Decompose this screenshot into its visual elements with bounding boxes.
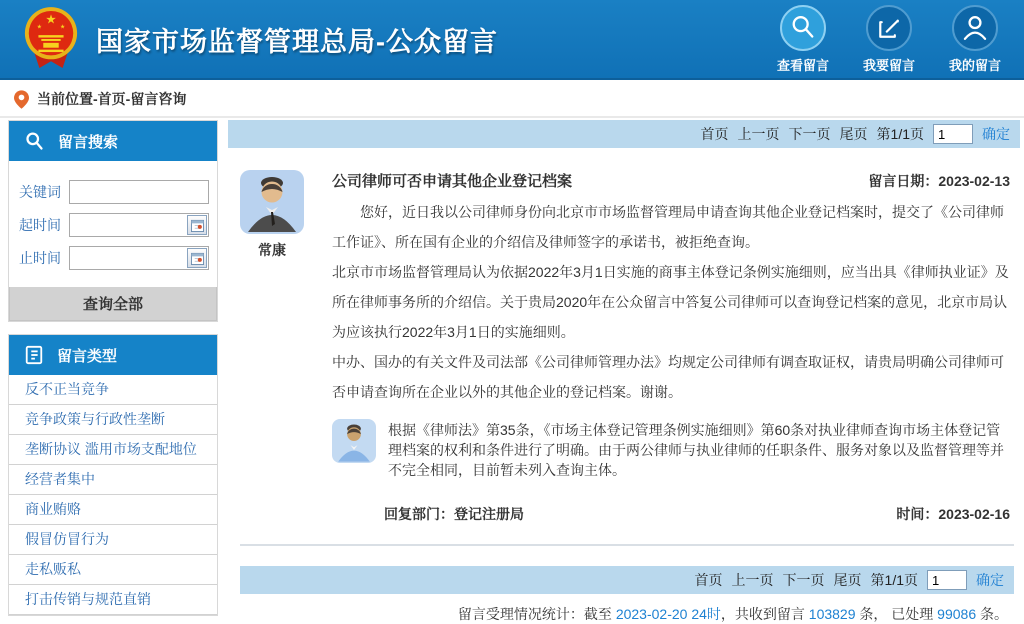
message-paragraph: 北京市市场监督管理局认为依据2022年3月1日实施的商事主体登记条例实施细则，应当出具《律师执业证》及所在律师事务所的介绍信。关于贵局2020年在公众留言中答复公司律师可以查询登记档案的意见，北京市局认为应该执行2022年3月1日的实施细则。 <box>332 264 1009 340</box>
message-detail <box>228 148 1020 624</box>
page-number-input[interactable] <box>933 124 973 144</box>
nav-write-message[interactable]: 我要留言 <box>854 5 924 74</box>
pagination-bottom <box>240 566 1014 594</box>
start-time-label: 起时间 <box>19 217 61 233</box>
app-header <box>0 0 1024 80</box>
list-icon <box>24 345 44 365</box>
nav-my-messages[interactable]: 我的留言 <box>940 5 1010 74</box>
message-paragraph: 中办、国办的有关文件及司法部《公司律师管理办法》均规定公司律师有调查取证权，请贵局明确公司律师可否申请查询所在企业以外的其他企业的登记档案。谢谢。 <box>332 354 1004 400</box>
search-panel-title: 留言搜索 <box>58 133 119 151</box>
svg-text:★: ★ <box>59 24 66 31</box>
message-types-panel <box>8 334 218 616</box>
reply-avatar <box>332 419 376 463</box>
start-time-calendar-button[interactable] <box>187 215 207 235</box>
reply-time: 时间：2023-02-16 <box>896 506 1010 522</box>
page-info: 第1/1页 <box>870 572 918 588</box>
author-column <box>240 170 332 524</box>
section-divider <box>240 544 1014 546</box>
confirm-page-button[interactable]: 确定 <box>982 126 1010 142</box>
message-stats: 留言受理情况统计：截至 2023-02-20 24时，共收到留言 103829 条， 已处理 99086 条。 <box>457 606 1008 622</box>
stats-deadline: 2023-02-20 24时 <box>615 606 721 622</box>
last-page-link[interactable]: 尾页 <box>839 126 868 142</box>
sidebar-item-pyramid-schemes[interactable]: 打击传销与规范直销 <box>9 585 217 615</box>
query-all-button[interactable]: 查询全部 <box>9 287 217 321</box>
message-title: 公司律师可否申请其他企业登记档案 <box>332 173 573 190</box>
sidebar-item-counterfeiting[interactable]: 假冒仿冒行为 <box>9 525 217 555</box>
location-pin-icon <box>14 90 29 109</box>
edit-icon <box>866 5 912 51</box>
page-number-input[interactable] <box>927 570 967 590</box>
reply-text: 根据《律师法》第35条，《市场主体登记管理条例实施细则》第60条对执业律师查询市场主体登记管理档案的权利和条件进行了明确。由于两公律师与执业律师的任职条件、服务对象以及监督管理等并不完全相同，目前暂未列入查询主体。 <box>388 422 1004 478</box>
sidebar-item-smuggling[interactable]: 走私贩私 <box>9 555 217 585</box>
nav-view-messages[interactable]: 查看留言 <box>768 5 838 74</box>
next-page-link[interactable]: 下一页 <box>788 126 831 142</box>
keyword-input[interactable] <box>69 180 209 204</box>
breadcrumb <box>0 82 1024 118</box>
top-nav <box>768 5 1010 74</box>
confirm-page-button[interactable]: 确定 <box>976 572 1004 588</box>
search-icon <box>24 131 45 152</box>
search-icon <box>780 5 826 51</box>
sidebar-item-commercial-bribery[interactable]: 商业贿赂 <box>9 495 217 525</box>
last-page-link[interactable]: 尾页 <box>833 572 862 588</box>
search-panel-header <box>9 121 217 161</box>
sidebar-item-monopoly-agreement[interactable]: 垄断协议 滥用市场支配地位 <box>9 435 217 465</box>
main-content <box>228 120 1020 624</box>
sidebar-item-operator-concentration[interactable]: 经营者集中 <box>9 465 217 495</box>
prev-page-link[interactable]: 上一页 <box>731 572 774 588</box>
message-date: 留言日期：2023-02-13 <box>868 173 1010 189</box>
reply-department: 回复部门：登记注册局 <box>384 506 524 522</box>
keyword-label: 关键词 <box>19 184 61 200</box>
first-page-link[interactable]: 首页 <box>700 126 729 142</box>
search-form <box>9 161 217 287</box>
national-emblem-icon <box>22 6 80 72</box>
breadcrumb-text: 当前位置-首页-留言咨询 <box>37 91 187 107</box>
prev-page-link[interactable]: 上一页 <box>737 126 780 142</box>
stats-processed-count: 99086 <box>937 606 977 622</box>
end-time-label: 止时间 <box>19 250 61 266</box>
message-paragraph: 您好，近日我以公司律师身份向北京市市场监督管理局申请查询其他企业登记档案时，提交了《公司律师工作证》、所在国有企业的介绍信及律师签字的承诺书，被拒绝查询。 <box>332 204 1004 250</box>
message-types-header <box>9 335 217 375</box>
sidebar <box>8 120 218 616</box>
end-time-calendar-button[interactable] <box>187 248 207 268</box>
page-title: 国家市场监督管理总局-公众留言 <box>96 27 498 57</box>
message-types-title: 留言类型 <box>57 347 118 365</box>
search-panel <box>8 120 218 322</box>
svg-text:★: ★ <box>36 24 43 31</box>
first-page-link[interactable]: 首页 <box>694 572 723 588</box>
author-name: 常康 <box>258 242 286 258</box>
user-icon <box>952 5 998 51</box>
pagination-top <box>228 120 1020 148</box>
sidebar-item-unfair-competition[interactable]: 反不正当竞争 <box>9 375 217 405</box>
author-avatar <box>240 170 304 234</box>
sidebar-item-competition-policy[interactable]: 竞争政策与行政性垄断 <box>9 405 217 435</box>
svg-text:★: ★ <box>45 12 57 27</box>
next-page-link[interactable]: 下一页 <box>782 572 825 588</box>
page-info: 第1/1页 <box>876 126 924 142</box>
stats-received-count: 103829 <box>808 606 856 622</box>
reply-block <box>332 419 1014 480</box>
